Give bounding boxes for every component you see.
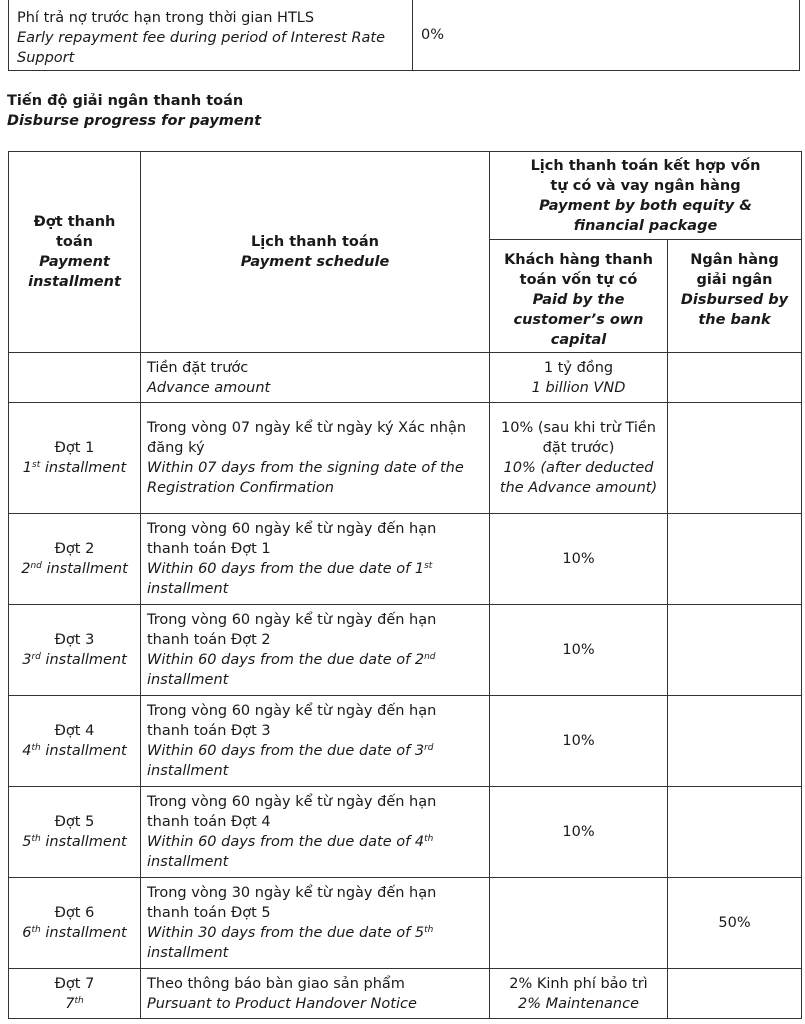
schedule-cell: [141, 969, 490, 1019]
early-repayment-label-en: Early repayment fee during period of Interest Rate Support: [17, 30, 386, 66]
installment-vi: Đợt 7: [54, 975, 95, 992]
installment-number: 2: [21, 561, 31, 577]
installment-word: installment: [45, 743, 127, 759]
installment-cell: [9, 605, 141, 696]
schedule-vi: Theo thông báo bàn giao sản phẩm: [147, 975, 405, 992]
header-customer: [490, 240, 668, 353]
header-installment: [9, 152, 141, 353]
section-title-vi: Tiến độ giải ngân thanh toán: [7, 93, 244, 109]
bank-cell: [668, 787, 802, 878]
installment-word: installment: [45, 925, 127, 941]
installment-suffix: rd: [31, 652, 41, 662]
header-customer-en: Paid by the customer’s own capital: [513, 292, 644, 348]
installment-en: [15, 650, 134, 670]
customer-cell: [490, 353, 668, 403]
schedule-en-text: Within 30 days from the due date of 5: [147, 925, 425, 941]
header-row-1: [9, 152, 802, 240]
schedule-en-suffix: rd: [424, 743, 434, 753]
installment-en: [15, 741, 134, 761]
installment-en: [15, 458, 134, 478]
installment-vi: Đợt 5: [54, 814, 95, 830]
header-schedule-en: Payment schedule: [240, 254, 390, 270]
customer-amount-vi: 2% Kinh phí bảo trì: [509, 975, 648, 992]
installment-suffix: th: [74, 995, 84, 1006]
installment-en: [15, 559, 134, 579]
payment-schedule-table: [8, 151, 802, 1019]
installment-number: 7: [65, 995, 75, 1012]
schedule-en-tail: installment: [147, 672, 229, 688]
schedule-vi: Trong vòng 60 ngày kể từ ngày đến hạn thanh toán Đợt 1: [147, 521, 437, 557]
schedule-cell: [141, 605, 490, 696]
installment-cell: [9, 514, 141, 605]
section-heading: [7, 91, 261, 131]
schedule-en-text: Within 60 days from the due date of 1: [147, 561, 425, 577]
installment-vi: Đợt 1: [54, 440, 95, 456]
customer-amount-vi: 10%: [562, 551, 595, 567]
installment-cell: [9, 403, 141, 514]
customer-amount-vi: 10%: [562, 642, 595, 658]
schedule-cell: [141, 514, 490, 605]
customer-amount-vi: 10%: [562, 824, 595, 840]
schedule-en: [147, 458, 483, 498]
customer-amount-en: 1 billion VND: [531, 379, 626, 396]
header-installment-vi: Đợt thanh toán: [33, 214, 116, 250]
installment-suffix: st: [32, 460, 41, 470]
schedule-en-text: Within 60 days from the due date of 3: [147, 743, 425, 759]
customer-amount-vi: 1 tỷ đồng: [543, 359, 614, 376]
installment-number: 4: [22, 743, 32, 759]
header-schedule: [141, 152, 490, 353]
early-repayment-row: [9, 0, 800, 70]
schedule-cell: [141, 787, 490, 878]
schedule-en: [147, 832, 483, 872]
installment-word: installment: [45, 834, 127, 850]
customer-cell: [490, 514, 668, 605]
installment-suffix: th: [31, 834, 41, 844]
schedule-en: [147, 650, 483, 690]
customer-amount-vi: 10%: [562, 733, 595, 749]
installment-suffix: nd: [30, 561, 42, 571]
bank-cell: [668, 605, 802, 696]
customer-cell: [490, 969, 668, 1019]
schedule-en: [147, 994, 483, 1014]
schedule-en-text: Within 07 days from the signing date of the Registration Confirmation: [147, 460, 464, 496]
customer-cell: [490, 605, 668, 696]
schedule-vi: Trong vòng 07 ngày kể từ ngày ký Xác nhận đăng ký: [147, 420, 467, 456]
schedule-en-text: Within 60 days from the due date of 2: [147, 652, 425, 668]
installment-vi: Đợt 3: [54, 632, 95, 648]
bank-cell: [668, 403, 802, 514]
installment-number: 3: [22, 652, 32, 668]
schedule-en-text: Within 60 days from the due date of 4: [147, 834, 425, 850]
header-combined-vi: Lịch thanh toán kết hợp vốn tự có và vay ngân hàng: [530, 157, 761, 194]
installment-number: 1: [22, 460, 33, 476]
installment-vi: Đợt 2: [54, 541, 95, 557]
schedule-cell: [141, 878, 490, 969]
bank-cell: [668, 353, 802, 403]
schedule-en-suffix: th: [424, 925, 434, 935]
customer-amount-en: 2% Maintenance: [518, 995, 639, 1012]
installment-vi: Đợt 4: [54, 723, 95, 739]
schedule-en: [147, 378, 483, 398]
customer-cell: [490, 878, 668, 969]
schedule-en-tail: installment: [147, 854, 229, 870]
schedule-en-tail: installment: [147, 581, 229, 597]
early-repayment-label: [9, 0, 413, 70]
schedule-vi: Tiền đặt trước: [147, 359, 249, 376]
bank-cell: [668, 878, 802, 969]
customer-amount-vi: 10% (sau khi trừ Tiền đặt trước): [501, 420, 656, 456]
schedule-en-tail: installment: [147, 763, 229, 779]
installment-cell: [9, 787, 141, 878]
schedule-row: [9, 514, 802, 605]
header-bank-en: Disbursed by the bank: [680, 292, 789, 328]
header-bank: [668, 240, 802, 353]
installment-vi: Đợt 6: [54, 905, 95, 921]
schedule-en-text: Advance amount: [147, 379, 271, 396]
schedule-en-suffix: nd: [424, 652, 436, 662]
schedule-vi: Trong vòng 30 ngày kể từ ngày đến hạn thanh toán Đợt 5: [147, 885, 437, 921]
header-bank-vi: Ngân hàng giải ngân: [690, 252, 779, 288]
early-repayment-table: [8, 0, 800, 71]
bank-amount: 50%: [718, 915, 751, 931]
schedule-cell: [141, 696, 490, 787]
installment-word: installment: [44, 460, 127, 476]
customer-cell: [490, 403, 668, 514]
schedule-en-suffix: st: [424, 561, 433, 571]
schedule-vi: Trong vòng 60 ngày kể từ ngày đến hạn thanh toán Đợt 3: [147, 703, 437, 739]
schedule-vi: Trong vòng 60 ngày kể từ ngày đến hạn thanh toán Đợt 4: [147, 794, 437, 830]
header-combined: [490, 152, 802, 240]
header-schedule-vi: Lịch thanh toán: [251, 234, 379, 250]
schedule-row: [9, 787, 802, 878]
bank-cell: [668, 514, 802, 605]
schedule-row: [9, 353, 802, 403]
installment-en: [15, 994, 134, 1014]
header-combined-en: Payment by both equity & financial package: [539, 197, 752, 234]
schedule-en-text: Pursuant to Product Handover Notice: [147, 995, 417, 1012]
bank-cell: [668, 969, 802, 1019]
section-title-en: Disburse progress for payment: [7, 113, 262, 129]
schedule-row: [9, 969, 802, 1019]
installment-number: 6: [22, 925, 32, 941]
early-repayment-value: 0%: [413, 0, 800, 70]
installment-suffix: th: [31, 743, 41, 753]
schedule-en-suffix: th: [424, 834, 434, 844]
schedule-row: [9, 878, 802, 969]
installment-cell: [9, 696, 141, 787]
customer-cell: [490, 696, 668, 787]
header-installment-en: Payment installment: [28, 254, 121, 290]
schedule-cell: [141, 353, 490, 403]
bank-cell: [668, 696, 802, 787]
installment-cell: [9, 353, 141, 403]
header-customer-vi: Khách hàng thanh toán vốn tự có: [504, 252, 653, 288]
schedule-row: [9, 403, 802, 514]
schedule-en-tail: installment: [147, 945, 229, 961]
installment-cell: [9, 878, 141, 969]
customer-cell: [490, 787, 668, 878]
early-repayment-label-vi: Phí trả nợ trước hạn trong thời gian HTLS: [17, 10, 315, 26]
schedule-vi: Trong vòng 60 ngày kể từ ngày đến hạn thanh toán Đợt 2: [147, 612, 437, 648]
installment-en: [15, 923, 134, 943]
schedule-en: [147, 559, 483, 599]
customer-amount-en: 10% (after deducted the Advance amount): [499, 460, 658, 496]
installment-number: 5: [22, 834, 32, 850]
schedule-row: [9, 696, 802, 787]
schedule-en: [147, 741, 483, 781]
installment-word: installment: [46, 561, 128, 577]
installment-cell: [9, 969, 141, 1019]
installment-word: installment: [45, 652, 127, 668]
schedule-row: [9, 605, 802, 696]
installment-suffix: th: [31, 925, 41, 935]
schedule-en: [147, 923, 483, 963]
schedule-cell: [141, 403, 490, 514]
installment-en: [15, 832, 134, 852]
